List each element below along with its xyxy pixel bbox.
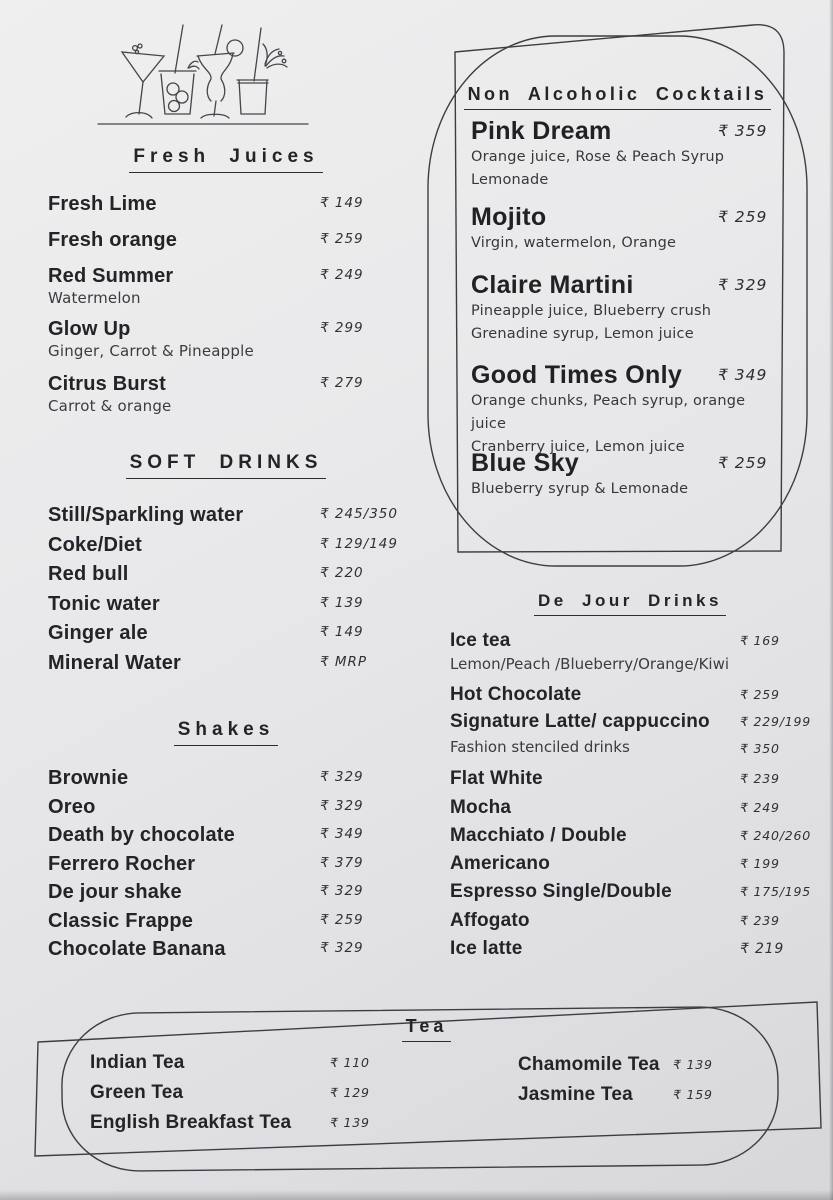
item-name: Red bull — [48, 563, 129, 585]
menu-item — [90, 1052, 410, 1074]
item-name: Ginger ale — [48, 622, 148, 644]
menu-item — [48, 531, 404, 561]
item-name: De jour shake — [48, 881, 182, 903]
menu-item — [48, 821, 404, 850]
menu-item — [450, 938, 810, 960]
menu-item — [450, 630, 810, 652]
menu-item — [450, 768, 810, 790]
section-de-jour-drinks — [445, 585, 815, 985]
item-price: ₹ 249 — [740, 800, 780, 815]
item-name: Coke/Diet — [48, 533, 143, 556]
menu-item — [48, 370, 404, 399]
item-price: ₹ 199 — [740, 856, 780, 871]
menu-item — [48, 590, 404, 620]
item-price: ₹ 175/195 — [740, 884, 812, 899]
item-price: ₹ 220 — [320, 565, 364, 581]
item-price: ₹ 259 — [718, 208, 768, 226]
item-price: ₹ 329 — [718, 276, 768, 294]
item-name: Pink Dream — [471, 117, 612, 145]
menu-item — [450, 825, 810, 847]
item-description: Grenadine syrup, Lemon juice — [471, 326, 694, 342]
item-price: ₹ 259 — [718, 454, 768, 472]
menu-item — [48, 850, 404, 879]
menu-item — [450, 910, 810, 932]
menu-item — [48, 764, 404, 793]
item-name: Flat White — [450, 768, 543, 789]
item-name: Citrus Burst — [48, 373, 166, 395]
item-name: Tonic water — [48, 592, 160, 615]
item-price: ₹ 329 — [320, 797, 364, 814]
item-name: English Breakfast Tea — [90, 1112, 292, 1133]
item-name: Mocha — [450, 797, 512, 818]
item-price: ₹ 240/260 — [740, 828, 812, 843]
menu-item — [471, 202, 781, 255]
item-price: ₹ 349 — [718, 366, 768, 384]
item-name: Still/Sparkling water — [48, 504, 244, 526]
item-price: ₹ 129 — [330, 1085, 370, 1100]
cocktail-glasses-illustration — [85, 10, 315, 140]
menu-item — [48, 226, 404, 255]
item-price: ₹ 329 — [320, 940, 364, 956]
item-name: Ice tea — [450, 630, 511, 651]
menu-item — [48, 190, 404, 219]
item-price: ₹ 139 — [330, 1115, 370, 1130]
cocktails-title: Non Alcoholic Cocktails — [464, 84, 772, 110]
item-description: Cranberry juice, Lemon juice — [471, 439, 685, 455]
tea-title: Tea — [402, 1016, 452, 1042]
menu-item — [48, 907, 404, 936]
item-name: Fresh Lime — [48, 193, 157, 215]
menu-item — [450, 738, 810, 757]
item-description: Lemonade — [471, 172, 549, 188]
item-price: ₹ 229/199 — [740, 714, 812, 729]
item-name: Good Times Only — [471, 361, 683, 389]
item-description: Watermelon — [48, 289, 141, 307]
menu-item — [450, 684, 810, 706]
item-price: ₹ 350 — [740, 741, 780, 756]
menu-item — [450, 881, 810, 903]
item-description: Pineapple juice, Blueberry crush — [471, 303, 712, 319]
item-price: ₹ 239 — [740, 771, 780, 786]
item-price: ₹ 279 — [320, 375, 364, 391]
item-name: Death by chocolate — [48, 824, 235, 846]
menu-item — [471, 360, 781, 459]
item-name: Fresh orange — [48, 229, 178, 251]
menu-item — [90, 1112, 410, 1134]
item-description: Carrot & orange — [48, 397, 172, 415]
menu-item — [450, 853, 810, 875]
item-price: ₹ 259 — [740, 687, 780, 702]
item-name: Chamomile Tea — [518, 1054, 660, 1075]
item-price: ₹ 219 — [740, 941, 785, 957]
section-soft-drinks — [48, 452, 404, 678]
menu-item — [48, 793, 404, 822]
item-name: Macchiato / Double — [450, 825, 627, 846]
item-price: ₹ 110 — [330, 1055, 370, 1070]
de-jour-title: De Jour Drinks — [534, 591, 726, 616]
item-description: Ginger, Carrot & Pineapple — [48, 342, 254, 360]
menu-item — [48, 619, 404, 649]
item-name: Jasmine Tea — [518, 1084, 633, 1105]
item-name: Espresso Single/Double — [450, 881, 672, 902]
item-description: Virgin, watermelon, Orange — [471, 235, 677, 251]
menu-item — [48, 560, 404, 590]
section-fresh-juices — [48, 146, 404, 416]
menu-item — [471, 270, 781, 346]
item-name: Affogato — [450, 910, 530, 931]
item-price: ₹ 245/350 — [320, 506, 398, 522]
item-name: Fashion stenciled drinks — [450, 738, 630, 756]
item-name: Ferrero Rocher — [48, 852, 196, 875]
menu-item — [90, 1082, 410, 1104]
item-name: Blue Sky — [471, 449, 580, 477]
item-price: ₹ 139 — [320, 594, 364, 611]
menu-item — [518, 1084, 758, 1106]
section-tea — [20, 990, 833, 1200]
item-name: Glow Up — [48, 318, 131, 340]
item-price: ₹ 149 — [320, 195, 364, 211]
menu-item — [48, 501, 404, 531]
item-price: ₹ 159 — [673, 1087, 713, 1102]
item-name: Ice latte — [450, 938, 523, 959]
item-price: ₹ MRP — [320, 653, 368, 670]
item-price: ₹ 169 — [740, 633, 780, 648]
soft-drinks-title: SOFT DRINKS — [126, 452, 327, 479]
shakes-title: Shakes — [174, 719, 279, 746]
menu-item — [518, 1054, 758, 1076]
item-price: ₹ 379 — [320, 854, 364, 871]
item-price: ₹ 249 — [320, 267, 364, 283]
item-price: ₹ 239 — [740, 913, 780, 928]
item-price: ₹ 329 — [320, 769, 364, 785]
menu-item — [48, 649, 404, 679]
item-price: ₹ 259 — [320, 231, 364, 247]
item-name: Chocolate Banana — [48, 938, 226, 960]
item-name: Signature Latte/ cappuccino — [450, 711, 710, 732]
item-price: ₹ 359 — [718, 122, 768, 140]
item-description: Orange juice, Rose & Peach Syrup — [471, 149, 725, 165]
item-name: Red Summer — [48, 265, 174, 287]
item-name: Claire Martini — [471, 271, 634, 299]
item-name: Mojito — [471, 203, 547, 231]
item-name: Hot Chocolate — [450, 684, 582, 705]
menu-item — [471, 448, 781, 501]
item-price: ₹ 259 — [320, 911, 364, 928]
item-name: Classic Frappe — [48, 909, 194, 932]
item-price: ₹ 329 — [320, 883, 364, 899]
item-description: Blueberry syrup & Lemonade — [471, 481, 689, 497]
item-description: Lemon/Peach /Blueberry/Orange/Kiwi — [450, 655, 730, 673]
item-price: ₹ 149 — [320, 624, 364, 640]
item-name: Americano — [450, 853, 551, 874]
item-price: ₹ 129/149 — [320, 535, 398, 552]
section-shakes — [48, 719, 404, 964]
item-description: Orange chunks, Peach syrup, orange juice — [471, 393, 746, 432]
item-name: Indian Tea — [90, 1052, 185, 1073]
item-price: ₹ 139 — [673, 1057, 713, 1072]
menu-item — [471, 116, 781, 192]
menu-item — [48, 315, 404, 344]
item-price: ₹ 349 — [320, 826, 364, 842]
item-name: Oreo — [48, 795, 96, 818]
fresh-juices-title: Fresh Juices — [129, 146, 322, 173]
menu-item — [48, 262, 404, 291]
item-name: Brownie — [48, 767, 129, 789]
menu-item — [48, 935, 404, 964]
menu-item — [450, 797, 810, 819]
menu-item — [450, 711, 810, 733]
item-price: ₹ 299 — [320, 320, 364, 336]
section-cocktails — [425, 20, 810, 580]
item-name: Mineral Water — [48, 651, 182, 674]
menu-item — [48, 878, 404, 907]
item-name: Green Tea — [90, 1082, 184, 1103]
